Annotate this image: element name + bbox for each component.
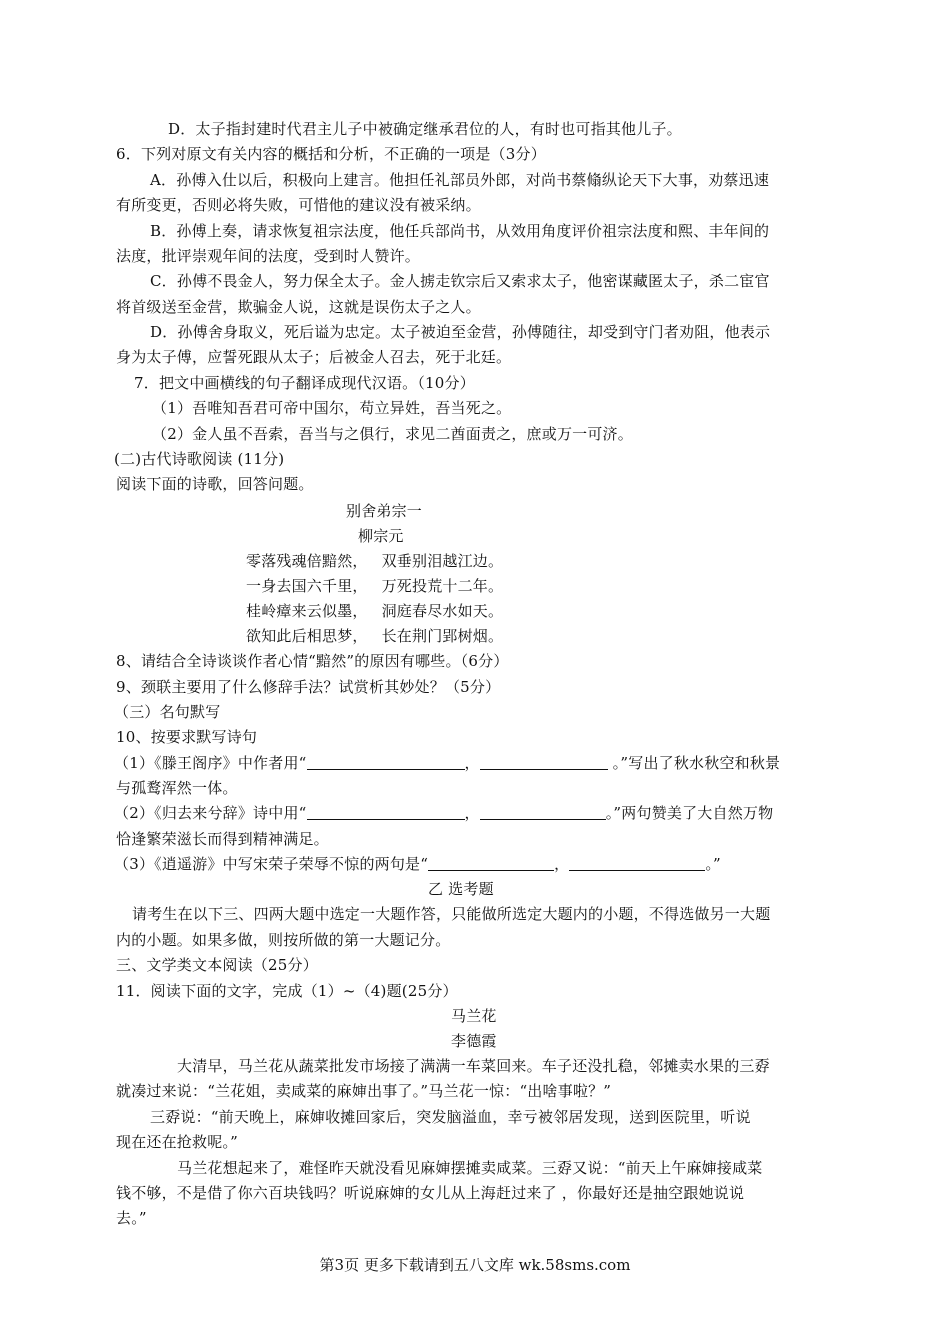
q10-item-3-prefix: （3）《逍遥游》中写宋荣子荣辱不惊的两句是“: [114, 855, 429, 873]
paragraph-1-line1: 大清早，马兰花从蔬菜批发市场接了满满一车菜回来。车子还没扎稳，邻摊卖水果的三孬: [177, 1057, 770, 1075]
q6-option-c-line1: C．孙傅不畏金人，努力保全太子。金人掳走钦宗后又索求太子，他密谋藏匿太子，杀二宦官: [150, 272, 770, 290]
poem-line-second-half: 洞庭春尽水如天。: [381, 602, 504, 620]
poem-line: [246, 575, 503, 597]
poem-line: [246, 550, 503, 572]
poem-line: [246, 600, 503, 622]
fill-blank[interactable]: [428, 856, 554, 871]
q10-item-3: [114, 853, 721, 875]
q6-option-b-line2: 法度，批评崇观年间的法度，受到时人赞许。: [116, 247, 421, 265]
blank-separator: ，: [554, 855, 570, 873]
q10-item-1-prefix: （1）《滕王阁序》中作者用“: [114, 754, 307, 772]
section-ancient-poetry: (二)古代诗歌阅读 (11分): [114, 450, 285, 468]
paragraph-3-line2: 钱不够，不是借了你六百块钱吗？听说麻婶的女儿从上海赶过来了 ，你最好还是抽空跟她说说: [116, 1184, 745, 1202]
poem-line-first-half: 桂岭瘴来云似墨，: [246, 602, 368, 620]
fill-blank[interactable]: [480, 805, 606, 820]
q5-option-d: D．太子指封建时代君主儿子中被确定继承君位的人，有时也可指其他儿子。: [168, 120, 682, 138]
blank-separator: ，: [464, 804, 480, 822]
q6-option-a-line1: A．孙傅入仕以后，积极向上建言。他担任礼部员外郎，对尚书蔡翛纵论天下大事，劝蔡迅速: [150, 171, 770, 189]
section-famous-lines: （三）名句默写: [114, 703, 221, 721]
poem-line: [246, 625, 503, 647]
q7-sentence-2: （2）金人虽不吾索，吾当与之俱行，求见二酋面责之，庶或万一可济。: [152, 425, 633, 443]
fill-blank[interactable]: [480, 755, 608, 770]
elective-instructions-line1: 请考生在以下三、四两大题中选定一大题作答，只能做所选定大题内的小题，不得选做另一大题: [132, 905, 771, 923]
question-10: 10、按要求默写诗句: [116, 728, 258, 746]
elective-heading: 乙 选考题: [428, 880, 494, 898]
q10-item-2-cont: 恰逢繁荣滋长而得到精神满足。: [116, 830, 329, 848]
story-author: 李德霞: [451, 1032, 497, 1050]
q10-item-1: [114, 752, 780, 774]
question-9: 9、颈联主要用了什么修辞手法？试赏析其妙处？（5分）: [116, 678, 501, 696]
part-3-heading: 三、文学类文本阅读（25分）: [116, 956, 318, 974]
fill-blank[interactable]: [307, 805, 465, 820]
poem-line-second-half: 双垂别泪越江边。: [381, 552, 504, 570]
q10-item-1-cont: 与孤鹜浑然一体。: [116, 779, 238, 797]
paragraph-3-line3: 去。”: [116, 1209, 147, 1227]
question-11: 11．阅读下面的文字，完成（1）~（4)题(25分）: [116, 982, 458, 1000]
q10-item-2-prefix: （2）《归去来兮辞》诗中用“: [114, 804, 307, 822]
poetry-intro: 阅读下面的诗歌，回答问题。: [116, 475, 314, 493]
question-8: 8、请结合全诗谈谈作者心情“黯然”的原因有哪些。（6分）: [116, 652, 509, 670]
fill-blank[interactable]: [307, 755, 465, 770]
q10-item-3-suffix: 。”: [705, 855, 721, 873]
poem-line-first-half: 一身去国六千里，: [246, 577, 368, 595]
paragraph-2-line1: 三孬说：“前天晚上，麻婶收摊回家后，突发脑溢血，幸亏被邻居发现，送到医院里，听说: [150, 1108, 751, 1126]
fill-blank[interactable]: [569, 856, 705, 871]
paragraph-1-line2: 就凑过来说：“兰花姐，卖咸菜的麻婶出事了。”马兰花一惊：“出啥事啦？”: [116, 1082, 612, 1100]
q10-item-1-suffix: 。”写出了秋水秋空和秋景: [607, 754, 781, 772]
poem-line-second-half: 万死投荒十二年。: [381, 577, 504, 595]
q6-option-a-line2: 有所变更，否则必将失败，可惜他的建议没有被采纳。: [116, 196, 481, 214]
q10-item-2-suffix: 。”两句赞美了大自然万物: [605, 804, 774, 822]
poem-line-second-half: 长在荆门郢树烟。: [381, 627, 504, 645]
poem-title: 别舍弟宗一: [346, 502, 423, 520]
question-7: 7．把文中画横线的句子翻译成现代汉语。（10分）: [134, 374, 475, 392]
elective-instructions-line2: 内的小题。如果多做，则按所做的第一大题记分。: [116, 931, 451, 949]
story-title: 马兰花: [451, 1007, 497, 1025]
poem-line-first-half: 欲知此后相思梦，: [246, 627, 368, 645]
q6-option-b-line1: B．孙傅上奏，请求恢复祖宗法度，他任兵部尚书，从效用角度评价祖宗法度和熙、丰年间的: [150, 222, 770, 240]
question-6: 6．下列对原文有关内容的概括和分析，不正确的一项是（3分）: [116, 145, 546, 163]
q7-sentence-1: （1）吾唯知吾君可帝中国尔，苟立异姓，吾当死之。: [152, 399, 512, 417]
poem-author: 柳宗元: [358, 527, 404, 545]
q6-option-c-line2: 将首级送至金营，欺骗金人说，这就是误伤太子之人。: [116, 298, 481, 316]
blank-separator: ，: [464, 754, 480, 772]
page-footer: 第3页 更多下载请到五八文库 wk.58sms.com: [319, 1256, 631, 1274]
paragraph-2-line2: 现在还在抢救呢。”: [116, 1133, 238, 1151]
q6-option-d-line1: D．孙傅舍身取义，死后谥为忠定。太子被迫至金营，孙傅随往，却受到守门者劝阻，他表示: [150, 323, 771, 341]
poem-line-first-half: 零落残魂倍黯然，: [246, 552, 368, 570]
q6-option-d-line2: 身为太子傅，应誓死跟从太子；后被金人召去，死于北廷。: [116, 348, 512, 366]
paragraph-3-line1: 马兰花想起来了，难怪昨天就没看见麻婶摆摊卖咸菜。三孬又说：“前天上午麻婶接咸菜: [177, 1159, 763, 1177]
q10-item-2: [114, 802, 773, 824]
